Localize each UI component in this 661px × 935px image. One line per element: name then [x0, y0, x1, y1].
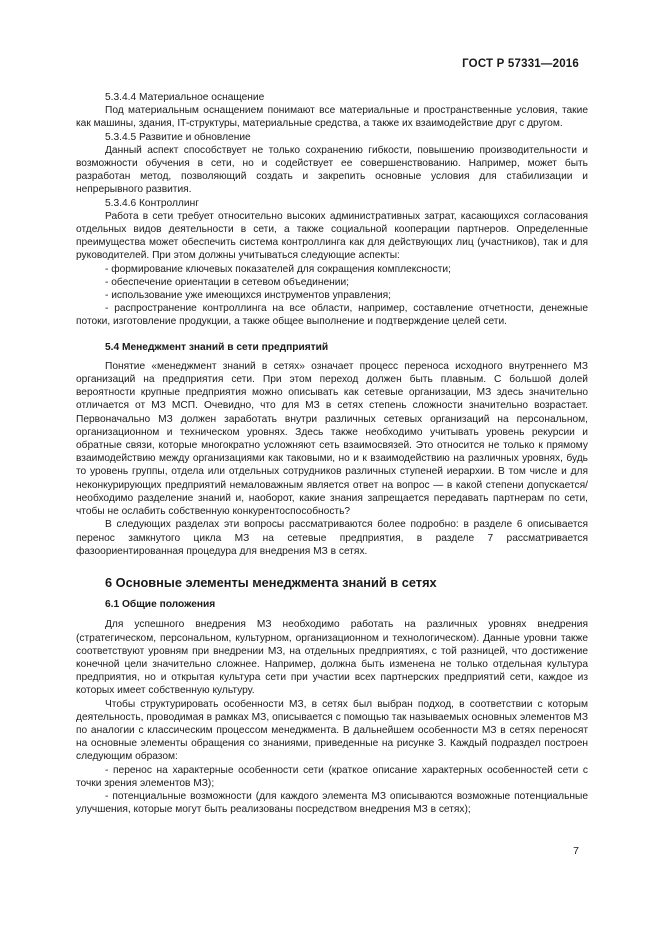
- paragraph: Понятие «менеджмент знаний в сетях» означает процесс переноса исходного внутреннего МЗ организаций на предприятия сети. При этом переход должен быть плавным. С большой долей вероятности крупные предприятия можно описывать как сетевые организации, МЗ здесь значительно отличается от МЗ МСП. Очевидно, что для МЗ в сетях степень сложности значительно возрастает. Первоначально МЗ должен заработать внутри различных сетевых организаций на персональном, организационном и техническом уровнях. Здесь также необходимо учитывать уровень рекурсии и обратные связи, которые многократно усложняют сеть взаимосвязей. Это относится не только к прямому взаимодействию между организациями как таковыми, но и к взаимодействию на различных уровнях, будь то уровень группы, отдела или отдельных сотрудников различных ступеней иерархии. В том числе и для неконкурирующих предприятий немаловажным является ответ на вопрос — в какой степени допускается/необходимо разделение знаний и, наоборот, какие знания запрещается передавать партнерам по сети, чтобы не ослабить собственную конкурентоспособность?: [76, 360, 588, 518]
- list-item: - перенос на характерные особенности сети (краткое описание характерных особенностей сети с точки зрения элементов МЗ);: [76, 764, 588, 789]
- standard-header: ГОСТ Р 57331—2016: [462, 58, 579, 70]
- page-number: 7: [573, 845, 579, 857]
- paragraph: Работа в сети требует относительно высоких административных затрат, касающихся согласования отдельных видов деятельности в сети, а также социальной кооперации партнеров. Определенные преимущества может обеспечить система контроллинга как для действующих лиц (участников), так и для руководителей. При этом должны учитываться следующие аспекты:: [76, 210, 588, 262]
- paragraph: Данный аспект способствует не только сохранению гибкости, повышению производительности и возможности обучения в сети, но и содействует ее совершенствованию. Например, может быть разработан метод, позволяющий создать и закрепить основные условия для стабилизации и непрерывного развития.: [76, 144, 588, 196]
- list-item: - использование уже имеющихся инструментов управления;: [105, 290, 391, 302]
- paragraph: В следующих разделах эти вопросы рассматриваются более подробно: в разделе 6 описывается перенос замкнутого цикла МЗ на сетевые предприятия, в разделе 7 рассматривается фазоориентированная процедура для внедрения МЗ в сетях.: [76, 519, 588, 557]
- heading-5-3-4-6: 5.3.4.6 Контроллинг: [105, 197, 199, 209]
- page-content: [76, 91, 588, 816]
- list-item: - распространение контроллинга на все области, например, составление отчетности, денежные потоки, изготовление продукции, а также общее выполнение и подтверждение целей сети.: [76, 303, 588, 328]
- heading-5-3-4-5: 5.3.4.5 Развитие и обновление: [105, 131, 251, 143]
- heading-6-1: 6.1 Общие положения: [105, 599, 216, 611]
- heading-5-3-4-4: 5.3.4.4 Материальное оснащение: [105, 92, 265, 103]
- paragraph: Чтобы структурировать особенности МЗ, в сетях был выбран подход, в соответствии с которым деятельность, проводимая в рамках МЗ, описывается с помощью так называемых основных элементов МЗ по аналогии с классическим процессом менеджмента. В дальнейшем особенности МЗ в сетях переносят на основные элементы обращения со знаниями, приведенные на рисунке 3. Каждый подраздел построен следующим образом:: [76, 698, 588, 763]
- heading-5-4: 5.4 Менеджмент знаний в сети предприятий: [105, 341, 329, 353]
- paragraph: Для успешного внедрения МЗ необходимо работать на различных уровнях внедрения (стратегическом, персональном, культурном, организационном и технологическом). Данные уровни также соответствуют уровням при внедрении МЗ, на отдельных предприятиях, с той разницей, что достижение конечной цели значительно сложнее. Например, должна быть изменена не только отдельная культура предприятия, но и открытая культура сети при участии всех партнерских предприятий сети, каждое из которых имеет собственную культуру.: [76, 619, 588, 697]
- list-item: - обеспечение ориентации в сетевом объединении;: [105, 276, 349, 288]
- list-item: - потенциальные возможности (для каждого элемента МЗ описываются возможные потенциальные улучшения, которые могут быть реализованы посредством внедрения МЗ в сетях);: [76, 790, 588, 816]
- list-item: - формирование ключевых показателей для сокращения комплексности;: [105, 263, 451, 275]
- heading-6: 6 Основные элементы менеджмента знаний в сетях: [105, 574, 437, 590]
- paragraph: Под материальным оснащением понимают все материальные и пространственные условия, такие как машины, здания, IT-структуры, материальные средства, а также их взаимодействие друг с другом.: [76, 105, 588, 130]
